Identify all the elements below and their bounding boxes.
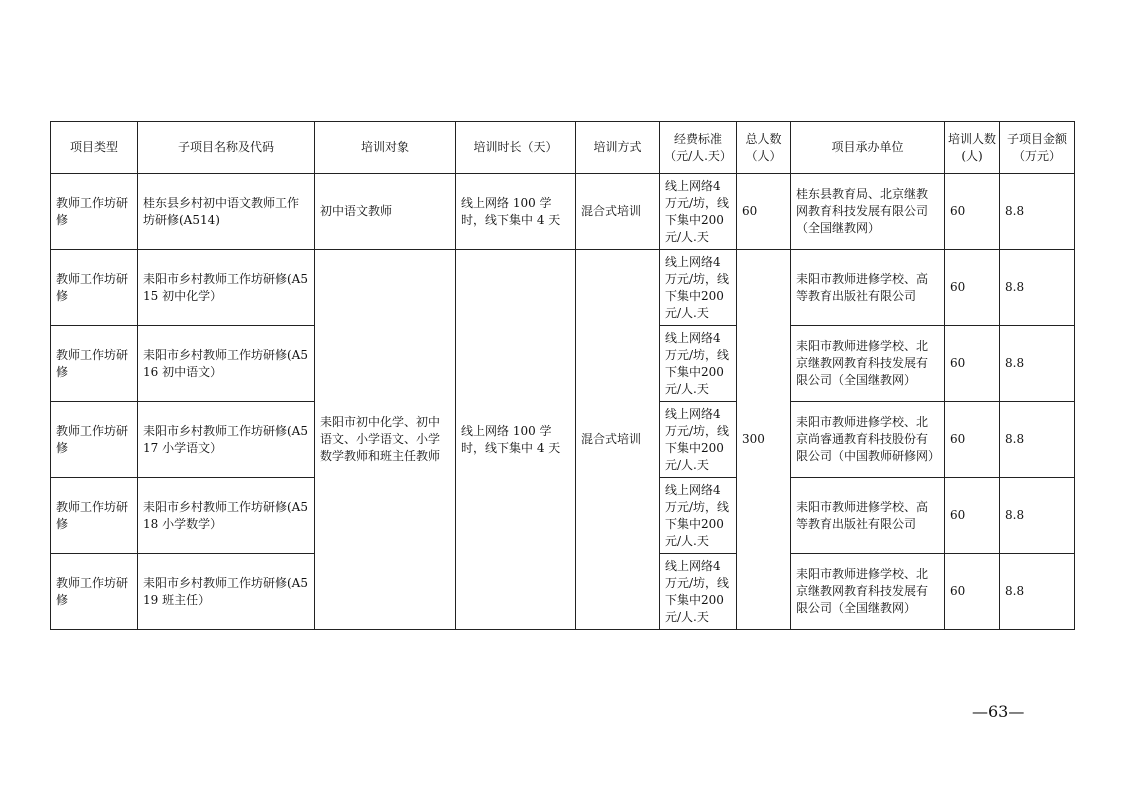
header-cell: 培训方式	[576, 122, 660, 174]
training-duration-cell: 线上网络 100 学时，线下集中 4 天	[456, 250, 576, 630]
amount-cell: 8.8	[1000, 478, 1075, 554]
amount-cell: 8.8	[1000, 250, 1075, 326]
project-type-cell: 教师工作坊研修	[51, 326, 138, 402]
organizer-cell: 耒阳市教师进修学校、北京继教网教育科技发展有限公司（全国继教网）	[791, 554, 945, 630]
header-cell: 子项目金额（万元）	[1000, 122, 1075, 174]
trainee-count-cell: 60	[945, 478, 1000, 554]
fee-standard-cell: 线上网络4万元/坊，线下集中200元/人.天	[660, 554, 737, 630]
training-method-cell: 混合式培训	[576, 250, 660, 630]
amount-cell: 8.8	[1000, 402, 1075, 478]
training-target-cell: 初中语文教师	[315, 174, 456, 250]
header-cell: 子项目名称及代码	[138, 122, 315, 174]
fee-standard-cell: 线上网络4万元/坊，线下集中200元/人.天	[660, 174, 737, 250]
training-target-cell: 耒阳市初中化学、初中语文、小学语文、小学数学教师和班主任教师	[315, 250, 456, 630]
amount-cell: 8.8	[1000, 174, 1075, 250]
subproject-name-cell: 耒阳市乡村教师工作坊研修(A519 班主任）	[138, 554, 315, 630]
organizer-cell: 桂东县教育局、北京继教网教育科技发展有限公司（全国继教网）	[791, 174, 945, 250]
project-type-cell: 教师工作坊研修	[51, 478, 138, 554]
header-cell: 培训对象	[315, 122, 456, 174]
header-cell: 培训时长（天）	[456, 122, 576, 174]
table-row	[51, 250, 1075, 326]
amount-cell: 8.8	[1000, 554, 1075, 630]
header-cell: 项目类型	[51, 122, 138, 174]
subproject-name-cell: 耒阳市乡村教师工作坊研修(A517 小学语文）	[138, 402, 315, 478]
header-cell: 经费标准（元/人.天）	[660, 122, 737, 174]
project-type-cell: 教师工作坊研修	[51, 402, 138, 478]
training-method-cell: 混合式培训	[576, 174, 660, 250]
trainee-count-cell: 60	[945, 554, 1000, 630]
fee-standard-cell: 线上网络4万元/坊，线下集中200元/人.天	[660, 250, 737, 326]
header-cell: 培训人数(人)	[945, 122, 1000, 174]
project-type-cell: 教师工作坊研修	[51, 174, 138, 250]
project-type-cell: 教师工作坊研修	[51, 250, 138, 326]
training-duration-cell: 线上网络 100 学时，线下集中 4 天	[456, 174, 576, 250]
project-type-cell: 教师工作坊研修	[51, 554, 138, 630]
subproject-name-cell: 耒阳市乡村教师工作坊研修(A518 小学数学）	[138, 478, 315, 554]
header-cell: 总人数（人）	[737, 122, 791, 174]
table-header-row	[51, 122, 1075, 174]
organizer-cell: 耒阳市教师进修学校、北京继教网教育科技发展有限公司（全国继教网）	[791, 326, 945, 402]
training-projects-table	[50, 121, 1075, 630]
fee-standard-cell: 线上网络4万元/坊，线下集中200元/人.天	[660, 326, 737, 402]
organizer-cell: 耒阳市教师进修学校、高等教育出版社有限公司	[791, 478, 945, 554]
organizer-cell: 耒阳市教师进修学校、高等教育出版社有限公司	[791, 250, 945, 326]
amount-cell: 8.8	[1000, 326, 1075, 402]
trainee-count-cell: 60	[945, 174, 1000, 250]
table-row	[51, 174, 1075, 250]
subproject-name-cell: 耒阳市乡村教师工作坊研修(A516 初中语文）	[138, 326, 315, 402]
subproject-name-cell: 桂东县乡村初中语文教师工作坊研修(A514)	[138, 174, 315, 250]
page-number: —63—	[972, 702, 1025, 721]
total-people-cell: 300	[737, 250, 791, 630]
organizer-cell: 耒阳市教师进修学校、北京尚睿通教育科技股份有限公司（中国教师研修网）	[791, 402, 945, 478]
fee-standard-cell: 线上网络4万元/坊，线下集中200元/人.天	[660, 402, 737, 478]
trainee-count-cell: 60	[945, 326, 1000, 402]
header-cell: 项目承办单位	[791, 122, 945, 174]
total-people-cell: 60	[737, 174, 791, 250]
trainee-count-cell: 60	[945, 402, 1000, 478]
subproject-name-cell: 耒阳市乡村教师工作坊研修(A515 初中化学）	[138, 250, 315, 326]
fee-standard-cell: 线上网络4万元/坊，线下集中200元/人.天	[660, 478, 737, 554]
trainee-count-cell: 60	[945, 250, 1000, 326]
